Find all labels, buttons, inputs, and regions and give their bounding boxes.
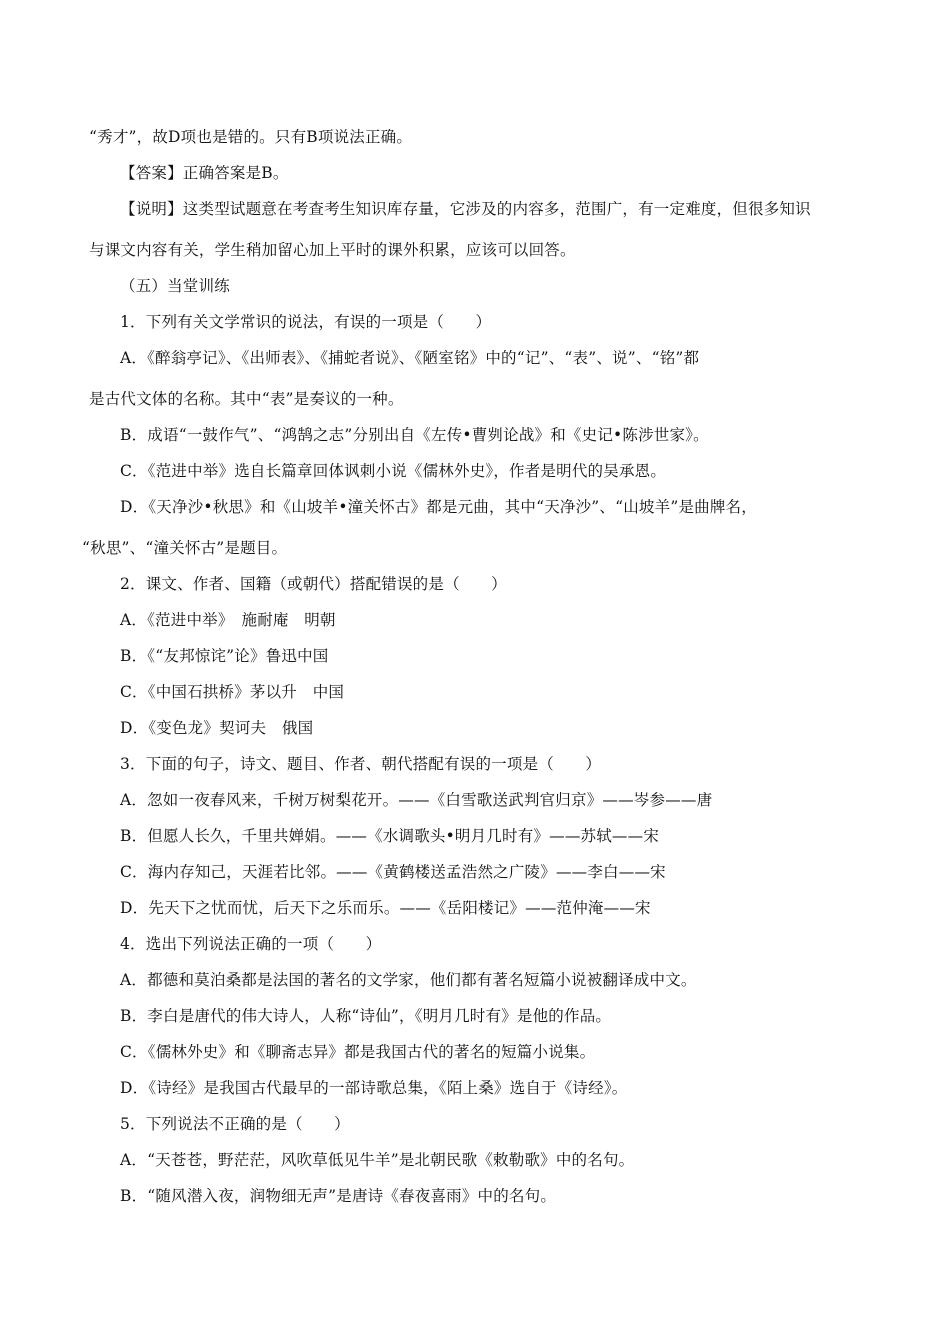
question-3-option-a: A．忽如一夜春风来，千树万树梨花开。——《白雪歌送武判官归京》——岑参——唐 bbox=[120, 791, 713, 809]
section-heading: （五）当堂训练 bbox=[120, 277, 230, 295]
question-4-option-c: C．《儒林外史》和《聊斋志异》都是我国古代的著名的短篇小说集。 bbox=[120, 1043, 596, 1061]
question-1-option-b: B．成语“一鼓作气”、“鸿鹄之志”分别出自《左传•曹刿论战》和《史记•陈涉世家》。 bbox=[120, 426, 709, 444]
question-2-option-b: B．《“友邦惊诧”论》鲁迅中国 bbox=[120, 647, 329, 665]
explanation-line-continued: 与课文内容有关，学生稍加留心加上平时的课外积累，应该可以回答。 bbox=[89, 241, 576, 259]
question-1: 1．下列有关文学常识的说法，有误的一项是（ ） bbox=[120, 313, 492, 331]
question-4-option-d: D．《诗经》是我国古代最早的一部诗歌总集，《陌上桑》选自于《诗经》。 bbox=[120, 1079, 628, 1097]
question-5-option-b: B．“随风潜入夜，润物细无声”是唐诗《春夜喜雨》中的名句。 bbox=[120, 1187, 557, 1205]
question-2-option-d: D．《变色龙》契诃夫 俄国 bbox=[120, 719, 314, 737]
question-1-option-d: D．《天净沙•秋思》和《山坡羊•潼关怀古》都是元曲，其中“天净沙”、“山坡羊”是曲牌名， bbox=[120, 498, 757, 516]
text-line: “秀才”，故D项也是错的。只有B项说法正确。 bbox=[89, 128, 413, 146]
question-3-option-d: D．先天下之忧而忧，后天下之乐而乐。——《岳阳楼记》——范仲淹——宋 bbox=[120, 899, 651, 917]
answer-line: 【答案】正确答案是B。 bbox=[120, 164, 289, 182]
question-4: 4．选出下列说法正确的一项（ ） bbox=[120, 935, 382, 953]
explanation-line: 【说明】这类型试题意在考查考生知识库存量，它涉及的内容多，范围广，有一定难度，但很多知识 bbox=[120, 200, 811, 218]
question-5: 5．下列说法不正确的是（ ） bbox=[120, 1115, 350, 1133]
question-3-option-b: B．但愿人长久，千里共婵娟。——《水调歌头•明月几时有》——苏轼——宋 bbox=[120, 827, 660, 845]
question-4-option-b: B．李白是唐代的伟大诗人，人称“诗仙”，《明月几时有》是他的作品。 bbox=[120, 1007, 612, 1025]
question-1-option-c: C．《范进中举》选自长篇章回体讽刺小说《儒林外史》，作者是明代的吴承恩。 bbox=[120, 462, 667, 480]
question-1-option-a-continued: 是古代文体的名称。其中“表”是奏议的一种。 bbox=[89, 390, 404, 408]
question-4-option-a: A．都德和莫泊桑都是法国的著名的文学家，他们都有著名短篇小说被翻译成中文。 bbox=[120, 971, 697, 989]
question-1-option-a: A．《醉翁亭记》、《出师表》、《捕蛇者说》、《陋室铭》中的“记”、“表”、说”、“铭”都 bbox=[120, 349, 700, 367]
question-2: 2．课文、作者、国籍（或朝代）搭配错误的是（ ） bbox=[120, 575, 507, 593]
question-5-option-a: A．“天苍苍，野茫茫，风吹草低见牛羊”是北朝民歌《敕勒歌》中的名句。 bbox=[120, 1151, 635, 1169]
question-3-option-c: C．海内存知己，天涯若比邻。——《黄鹤楼送孟浩然之广陵》——李白——宋 bbox=[120, 863, 666, 881]
question-2-option-c: C．《中国石拱桥》茅以升 中国 bbox=[120, 683, 345, 701]
question-3: 3．下面的句子，诗文、题目、作者、朝代搭配有误的一项是（ ） bbox=[120, 755, 602, 773]
question-1-option-d-continued: “秋思”、“潼关怀古”是题目。 bbox=[82, 539, 288, 557]
question-2-option-a: A．《范进中举》 施耐庵 明朝 bbox=[120, 611, 336, 629]
